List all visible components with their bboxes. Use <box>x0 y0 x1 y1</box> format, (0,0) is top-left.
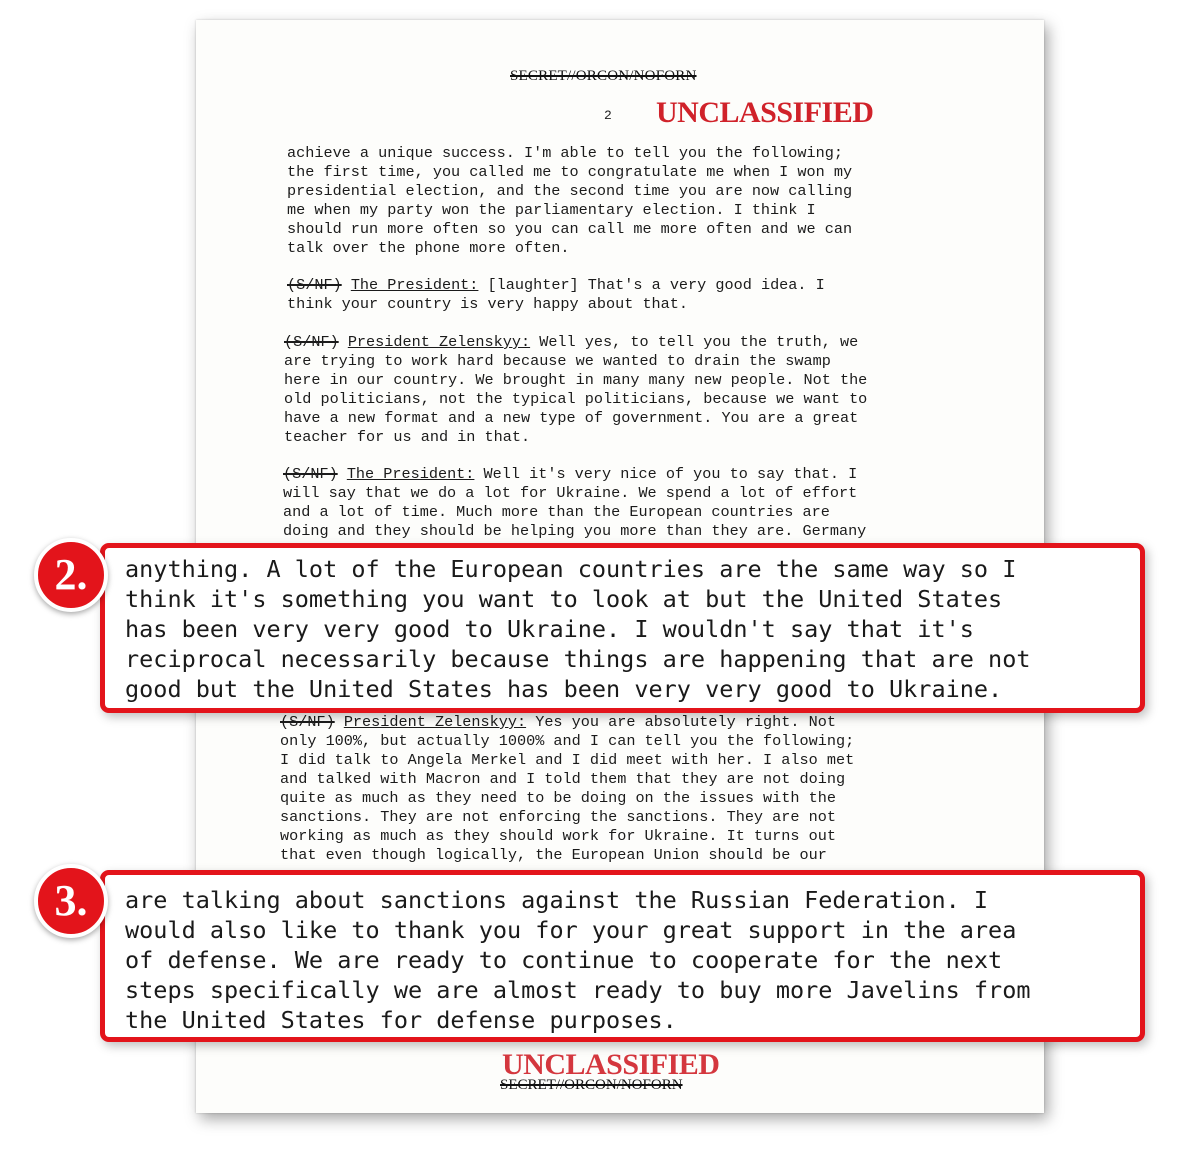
speaker-label: President Zelenskyy: <box>347 333 531 351</box>
callout-line: think it's something you want to look at but the United States <box>125 585 1003 613</box>
doc-line: only 100%, but actually 1000% and I can tell you the following; <box>280 732 855 750</box>
doc-line: have a new format and a new type of government. You are a great <box>284 409 859 427</box>
callout-line: of defense. We are ready to continue to cooperate for the next <box>125 946 1003 974</box>
classification-header: SECRET//ORCON/NOFORN <box>510 68 697 84</box>
doc-line: teacher for us and in that. <box>284 428 531 446</box>
callout-number-badge-3: 3. <box>34 864 108 938</box>
doc-line: sanctions. They are not enforcing the sanctions. They are not <box>280 808 836 826</box>
doc-line: the first time, you called me to congratulate me when I won my <box>287 163 853 181</box>
page-number: 2 <box>604 108 612 123</box>
doc-line: and a lot of time. Much more than the European countries are <box>283 503 830 521</box>
line-text: Well it's very nice of you to say that. I <box>474 465 858 483</box>
doc-line <box>283 465 857 484</box>
doc-line: here in our country. We brought in many many new people. Not the <box>284 371 868 389</box>
callout-line: are talking about sanctions against the Russian Federation. I <box>125 886 989 914</box>
speaker-label: President Zelenskyy: <box>343 713 527 731</box>
classification-marking: (S/NF) <box>283 465 338 483</box>
doc-line: presidential election, and the second time you are now calling <box>287 182 853 200</box>
doc-line: will say that we do a lot for Ukraine. We spend a lot of effort <box>283 484 858 502</box>
doc-line: think your country is very happy about that. <box>287 295 689 313</box>
callout-number-badge-2: 2. <box>34 538 108 612</box>
callout-box-3 <box>100 870 1145 1042</box>
classification-marking: (S/NF) <box>280 713 335 731</box>
doc-line <box>287 276 825 295</box>
doc-line: talk over the phone more often. <box>287 239 570 257</box>
doc-line: working as much as they should work for Ukraine. It turns out <box>280 827 836 845</box>
callout-line: reciprocal necessarily because things are happening that are not <box>125 645 1031 673</box>
doc-line: quite as much as they need to be doing on the issues with the <box>280 789 836 807</box>
doc-line: are trying to work hard because we wanted to drain the swamp <box>284 352 831 370</box>
classification-marking: (S/NF) <box>284 333 339 351</box>
callout-box-2 <box>100 543 1145 713</box>
unclassified-stamp-top: UNCLASSIFIED <box>656 96 874 129</box>
unclassified-stamp-bottom: UNCLASSIFIED <box>502 1048 720 1081</box>
callout-line: anything. A lot of the European countries are the same way so I <box>125 555 1017 583</box>
callout-line: the United States for defense purposes. <box>125 1006 677 1034</box>
line-text: [laughter] That's a very good idea. I <box>478 276 825 294</box>
doc-line <box>280 713 836 732</box>
doc-line: I did talk to Angela Merkel and I did meet with her. I also met <box>280 751 855 769</box>
line-text: Yes you are absolutely right. Not <box>526 713 836 731</box>
classification-footer: SECRET//ORCON/NOFORN <box>500 1077 683 1093</box>
doc-line <box>284 333 858 352</box>
doc-line: that even though logically, the European Union should be our <box>280 846 827 864</box>
doc-line: doing and they should be helping you more than they are. Germany <box>283 522 867 540</box>
callout-line: has been very very good to Ukraine. I wouldn't say that it's <box>125 615 974 643</box>
line-text: Well yes, to tell you the truth, we <box>530 333 859 351</box>
callout-line: would also like to thank you for your great support in the area <box>125 916 1017 944</box>
speaker-label: The President: <box>350 276 479 294</box>
classification-marking: (S/NF) <box>287 276 342 294</box>
callout-line: steps specifically we are almost ready to buy more Javelins from <box>125 976 1031 1004</box>
callout-line: good but the United States has been very very good to Ukraine. <box>125 675 1003 703</box>
doc-line: old politicians, not the typical politicians, because we want to <box>284 390 868 408</box>
doc-line: achieve a unique success. I'm able to tell you the following; <box>287 144 843 162</box>
doc-line: and talked with Macron and I told them that they are not doing <box>280 770 846 788</box>
doc-line: should run more often so you can call me more often and we can <box>287 220 853 238</box>
doc-line: me when my party won the parliamentary election. I think I <box>287 201 816 219</box>
speaker-label: The President: <box>346 465 475 483</box>
